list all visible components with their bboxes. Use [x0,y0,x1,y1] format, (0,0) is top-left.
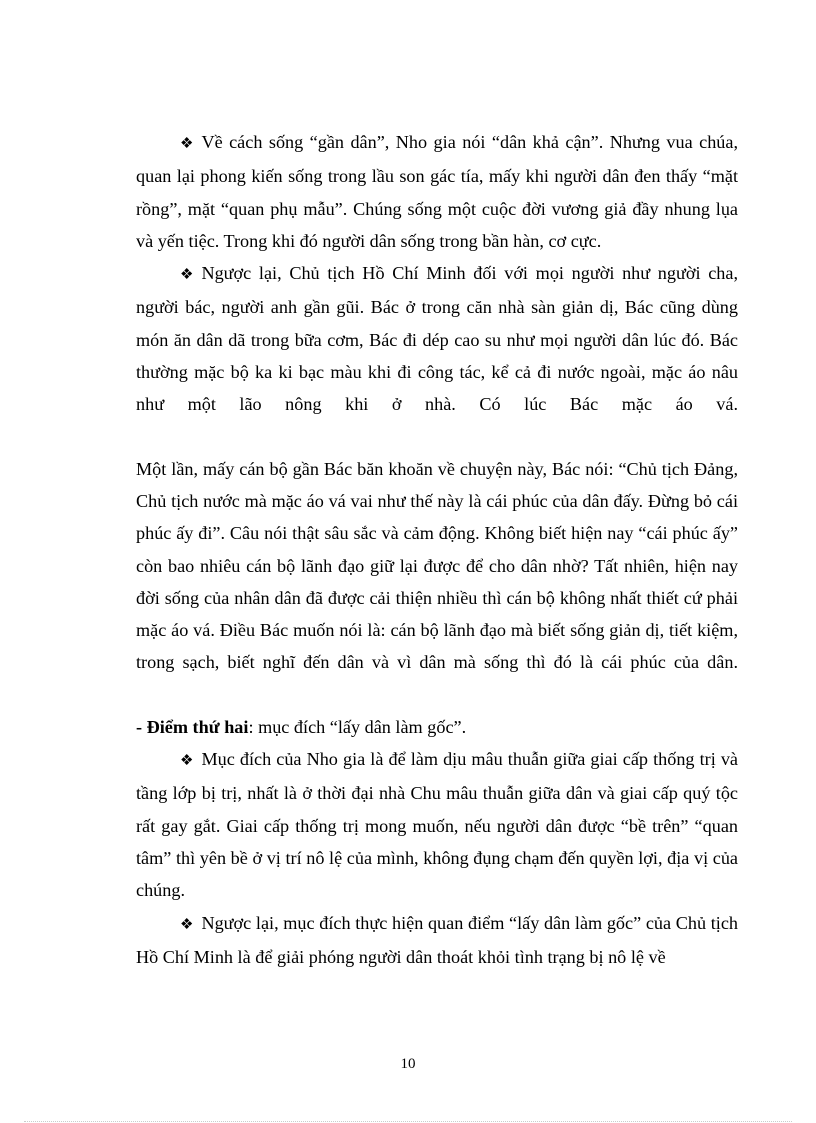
diamond-bullet-icon: ❖ [180,916,194,933]
section-heading-label: - Điểm thứ hai [136,716,249,737]
paragraph-gap [136,421,738,453]
paragraph-1-text: Về cách sống “gần dân”, Nho gia nói “dân khả cận”. Nhưng vua chúa, quan lại phong kiến sống trong lầu son gác tía, mấy khi người dân đen thấy “mặt rồng”, mặt “quan phụ mẫu”. Chúng sống một cuộc đời vương giả đầy nhung lụa và yến tiệc. Trong khi đó người dân sống trong bần hàn, cơ cực. [136,132,738,251]
page-bottom-rule [24,1121,792,1122]
paragraph-gap [136,679,738,711]
paragraph-2-text: Ngược lại, Chủ tịch Hồ Chí Minh đối với mọi người như người cha, người bác, người anh gần gũi. Bác ở trong căn nhà sàn giản dị, Bác cũng dùng món ăn dân dã trong bữa cơm, Bác đi dép cao su như mọi người dân lúc đó. Bác thường mặc bộ ka ki bạc màu khi đi công tác, kể cả đi nước ngoài, mặc áo nâu như một lão nông khi ở nhà. Có lúc Bác mặc áo vá. [136,263,738,415]
paragraph-5-text: Ngược lại, mục đích thực hiện quan điểm “lấy dân làm gốc” của Chủ tịch Hồ Chí Minh là để giải phóng người dân thoát khỏi tình trạng bị nô lệ về [136,912,738,967]
paragraph-5 [136,907,738,974]
paragraph-1 [136,126,738,257]
section-heading [136,711,738,743]
body-text [136,126,738,973]
paragraph-3: Một lần, mấy cán bộ gần Bác băn khoăn về chuyện này, Bác nói: “Chủ tịch Đảng, Chủ tịch nước mà mặc áo vá vai như thế này là cái phúc của dân đấy. Đừng bỏ cái phúc ấy đi”. Câu nói thật sâu sắc và cảm động. Không biết hiện nay “cái phúc ấy” còn bao nhiêu cán bộ lãnh đạo giữ lại được để cho dân nhờ? Tất nhiên, hiện nay đời sống của nhân dân đã được cải thiện nhiều thì cán bộ không nhất thiết cứ phải mặc áo vá. Điều Bác muốn nói là: cán bộ lãnh đạo mà biết sống giản dị, tiết kiệm, trong sạch, biết nghĩ đến dân và vì dân mà sống thì đó là cái phúc của dân. [136,458,738,673]
section-heading-text: : mục đích “lấy dân làm gốc”. [248,716,467,737]
diamond-bullet-icon: ❖ [180,136,194,152]
diamond-bullet-icon: ❖ [180,267,194,284]
page-number: 10 [400,1056,416,1072]
paragraph-4 [136,743,738,906]
paragraph-2 [136,257,738,420]
diamond-bullet-icon: ❖ [180,753,194,770]
paragraph-4-text: Mục đích của Nho gia là để làm dịu mâu thuẫn giữa giai cấp thống trị và tầng lớp bị trị, nhất là ở thời đại nhà Chu mâu thuẫn giữa dân và giai cấp quý tộc rất gay gắt. Giai cấp thống trị mong muốn, nếu người dân được “bề trên” “quan tâm” thì yên bề ở vị trí nô lệ của mình, không đụng chạm đến quyền lợi, địa vị của chúng. [136,749,738,901]
